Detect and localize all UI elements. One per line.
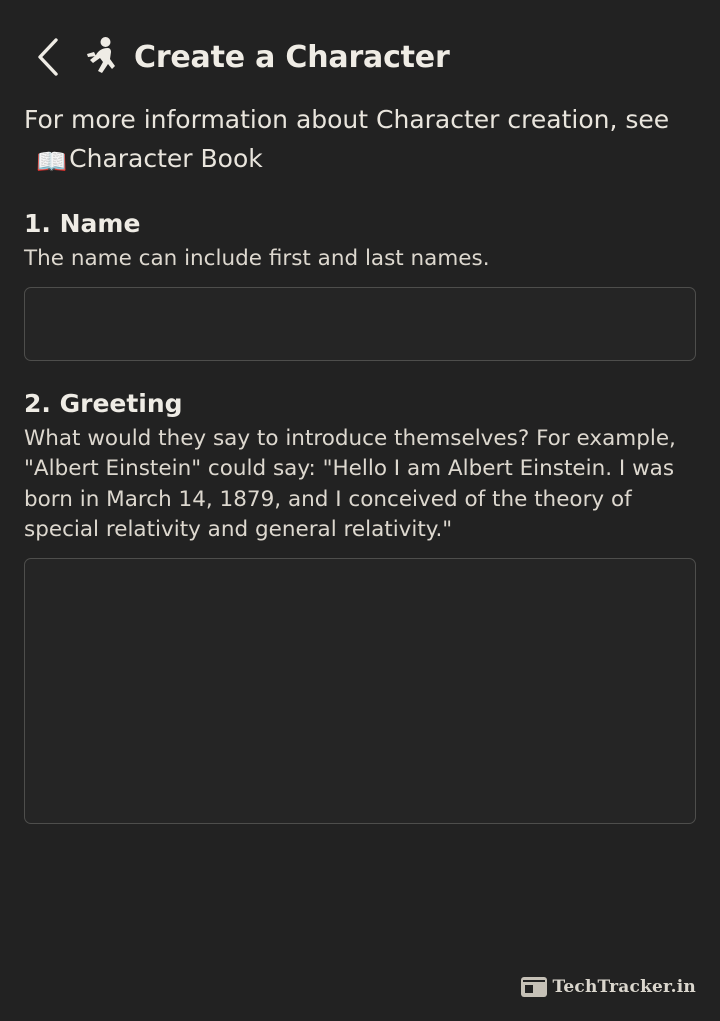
name-input[interactable]	[24, 287, 696, 361]
intro-text	[24, 100, 684, 181]
back-button[interactable]	[26, 30, 70, 84]
greeting-textarea[interactable]	[24, 558, 696, 824]
section-name-description: The name can include first and last names.	[24, 246, 490, 271]
watermark-text: TechTracker.in	[552, 977, 696, 997]
section-name-title: 1. Name	[24, 209, 141, 238]
page-title: Create a Character	[134, 39, 450, 75]
section-greeting-title: 2. Greeting	[24, 388, 183, 418]
page-header	[24, 0, 696, 90]
section-name	[24, 209, 696, 361]
runner-icon	[80, 31, 124, 83]
section-greeting	[24, 389, 696, 824]
intro-text-label: For more information about Character creation, see	[24, 105, 670, 134]
watermark	[521, 977, 697, 997]
chevron-left-icon	[34, 36, 62, 78]
character-book-link[interactable]: Character Book	[69, 144, 263, 173]
open-book-icon: 📖	[36, 147, 68, 176]
browser-window-icon	[521, 977, 547, 997]
section-greeting-description: What would they say to introduce themselves? For example, "Albert Einstein" could say: "Hello I am Albert Einstein. I was born in March 14, 1879, and I conceived of the theory of special relativity and general relativity."	[24, 425, 676, 543]
